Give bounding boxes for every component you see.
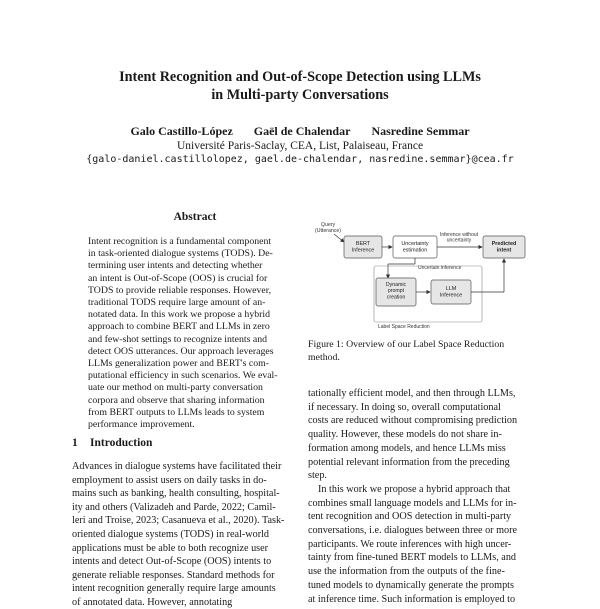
text-line: tent recognition and OOS detection in multi-party: [308, 511, 512, 523]
text-line: employment to assist users on daily tasks in do-: [72, 474, 267, 486]
text-line: conversations, i.e. dialogues between three or more: [308, 525, 518, 536]
author-name: Galo Castillo-López: [130, 124, 233, 138]
text-line: oriented dialogue systems (TODS) in real-world: [72, 529, 270, 540]
text-line: corpora and observe that sharing information: [88, 394, 265, 406]
text-line: performance improvement.: [88, 419, 195, 430]
text-line: from BERT outputs to LLMs leads to system: [88, 406, 265, 418]
text-line: tationally efficient model, and then through LLMs,: [308, 388, 516, 399]
paper-title-line-1: Intent Recognition and Out-of-Scope Detection using LLMs: [119, 69, 481, 85]
text-line: costs are reduced without compromising prediction: [308, 415, 518, 427]
prompt-creation-label: Dynamic prompt creation: [385, 282, 407, 301]
label-space-reduction-label: Label Space Reduction: [378, 324, 430, 330]
text-line: Intent recognition is a fundamental component: [88, 236, 272, 247]
paper-title-line-2: in Multi-party Conversations: [211, 87, 389, 103]
text-line: approach to combine BERT and LLMs in zero: [88, 321, 270, 333]
text-line: participants. We route inferences with high uncer-: [308, 538, 512, 550]
text-line: mains such as banking, health consulting, hospital-: [72, 488, 280, 500]
text-line: if necessary. In doing so, overall computational: [308, 401, 501, 413]
text-line: ity and others (Valizadeh and Parde, 2022; Camil-: [72, 501, 276, 513]
text-line: uate our method on multi-party conversation: [88, 382, 263, 394]
inference-without-uncertainty-label: Inference without uncertainty: [439, 232, 479, 244]
affiliation: Université Paris-Saclay, CEA, List, Palaiseau, France: [176, 140, 424, 152]
text-line: tuned models to dynamically generate the prompts: [308, 579, 514, 591]
text-line: intents and detect Out-of-Scope (OOS) intents to: [72, 556, 272, 568]
text-line: termining user intents and detecting whether: [88, 260, 263, 272]
label-space-reduction-diagram: [312, 220, 534, 332]
text-line: of annotated data. However, annotating: [72, 597, 233, 608]
text-line: an intent is Out-of-Scope (OOS) is crucial for: [88, 272, 268, 284]
text-line: at inference time. Such information is employed to: [308, 593, 516, 605]
text-line: quality. However, these models do not share in-: [308, 429, 502, 441]
text-line: detect OOS utterances. Our approach leverages: [88, 345, 274, 357]
text-line: In this work we propose a hybrid approach that: [318, 483, 511, 495]
text-line: combines small language models and LLMs for in-: [308, 497, 517, 509]
bert-inference-label: BERT Inference: [351, 241, 375, 254]
text-line: putational efficiency in such scenarios. We eval-: [88, 370, 278, 382]
section-number: 1: [72, 437, 78, 449]
text-line: Advances in dialogue systems have facilitated their: [72, 461, 282, 472]
text-line: traditional TODS require large amount of an-: [88, 297, 266, 308]
text-line: generate reliable responses. Standard methods for: [72, 569, 275, 581]
text-line: and few-shot settings to recognize intents and: [88, 333, 268, 345]
text-line: notated data. In this work we propose a hybrid: [88, 309, 271, 321]
abstract-heading: Abstract: [173, 211, 217, 223]
uncertainty-estimation-label: Uncertainty estimation: [401, 241, 429, 254]
section-heading: [72, 437, 152, 449]
text-line: leri and Troise, 2023; Casanueva et al., 2020). Task-: [72, 515, 285, 527]
predicted-intent-label: Predicted intent: [491, 241, 517, 254]
text-line: Figure 1: Overview of our Label Space Reduction: [308, 339, 505, 350]
section-title: Introduction: [90, 437, 153, 449]
text-line: in task-oriented dialogue systems (TODS). De-: [88, 248, 273, 260]
text-line: step.: [308, 470, 327, 482]
query-arrow: [334, 234, 344, 242]
text-line: tainty from fine-tuned BERT models to LLMs, and: [308, 552, 517, 564]
llm-inference-label: LLM Inference: [439, 286, 463, 299]
query-label: Query (Utterance): [315, 222, 341, 234]
text-line: applications must be able to both recognize user: [72, 542, 269, 554]
author-name: Nasredine Semmar: [371, 124, 470, 138]
text-line: intent recognition generally require large amounts: [72, 583, 276, 595]
author-emails: {galo-daniel.castillolopez, gael.de-chalendar, nasredine.semmar}@cea.fr: [86, 154, 514, 165]
author-name: Gaël de Chalendar: [253, 124, 351, 138]
text-line: method.: [308, 351, 340, 363]
figure-1: [312, 220, 534, 332]
uncertain-inference-label: Uncertain inference: [418, 265, 462, 271]
author-list: [0, 124, 600, 139]
text-line: formation among models, and hence LLMs miss: [308, 442, 506, 454]
text-line: LLMs generalization power and BERT's com-: [88, 358, 270, 369]
text-line: potential relevant information from the preceding: [308, 456, 510, 468]
text-line: use the information from the outputs of the fine-: [308, 566, 505, 578]
text-line: TODS to provide reliable responses. However,: [88, 284, 272, 296]
